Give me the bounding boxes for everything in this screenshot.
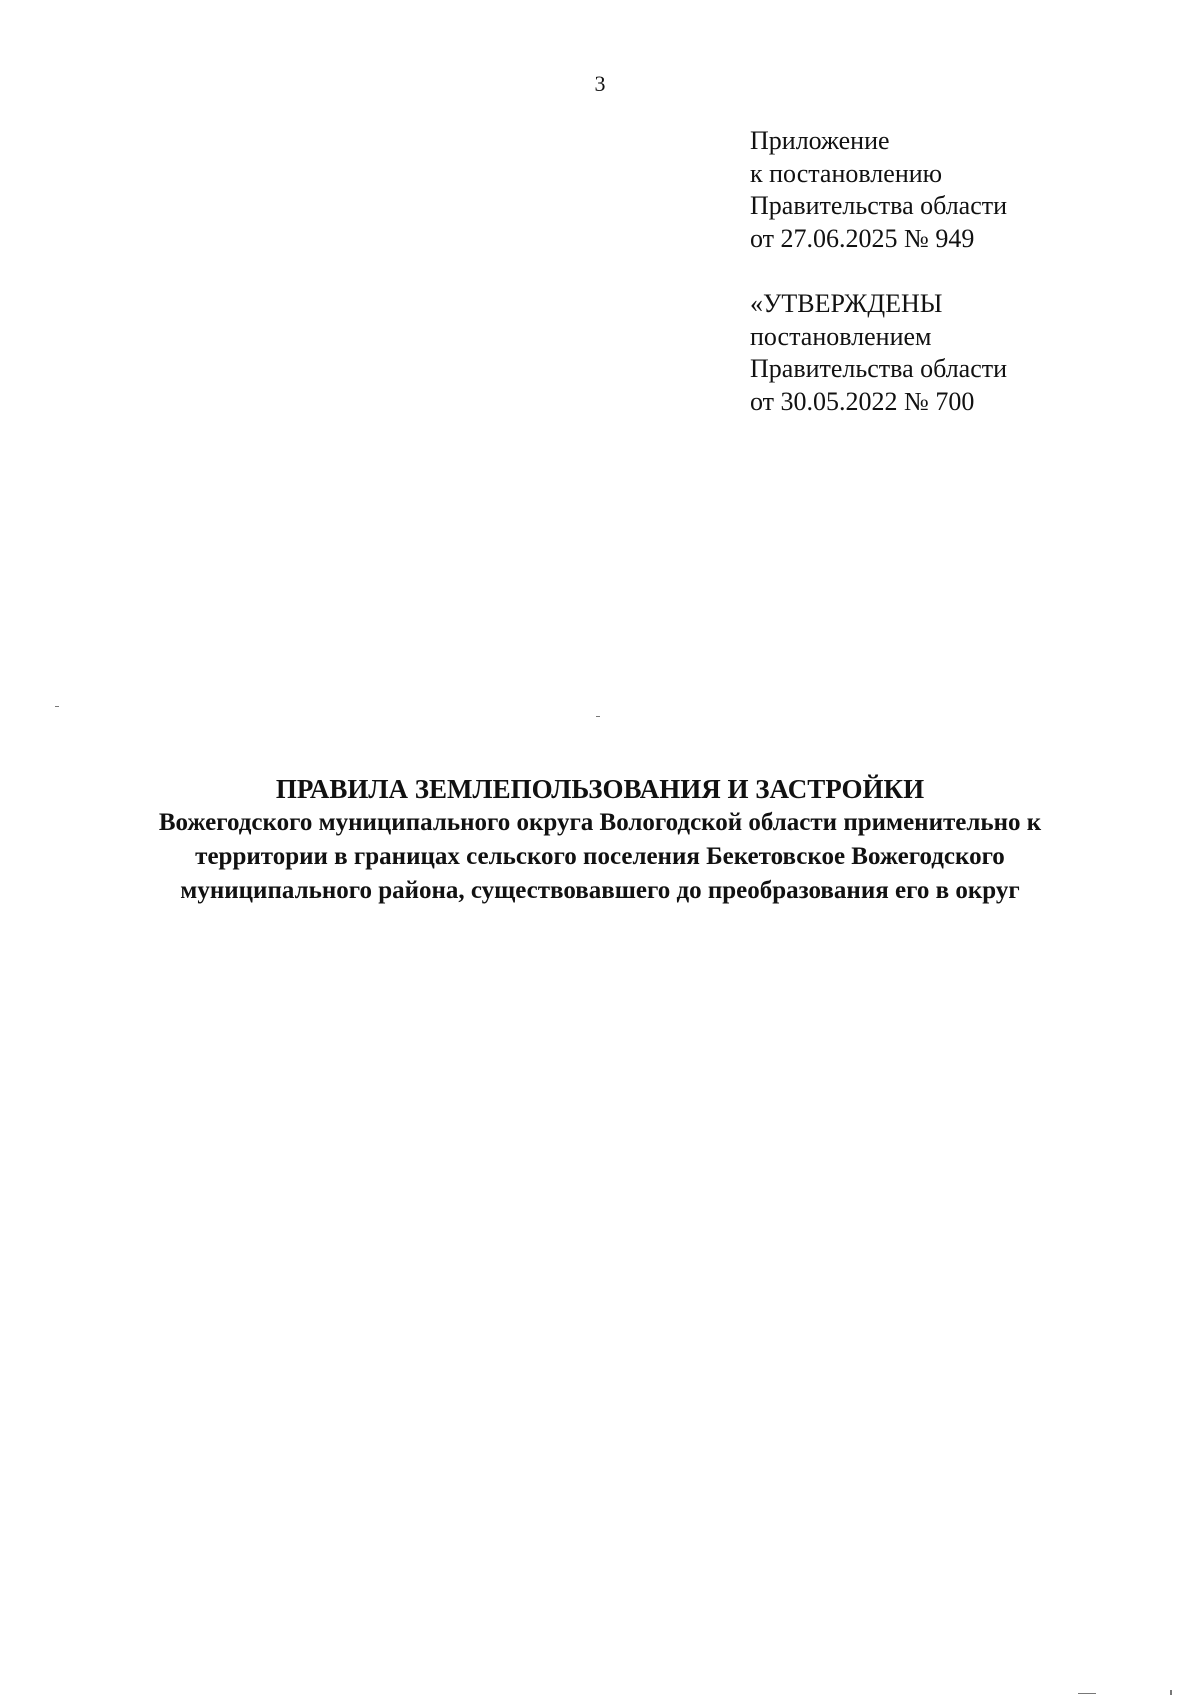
scan-artifact	[1170, 1690, 1172, 1695]
scan-artifact	[55, 706, 59, 707]
approved-line: постановлением	[750, 321, 932, 351]
scan-artifact	[1078, 1693, 1096, 1694]
appendix-line: Правительства области	[750, 191, 1008, 220]
scan-artifact	[596, 716, 600, 717]
subtitle-line: муниципального района, существовавшего до преобразования его в округ	[180, 877, 1020, 904]
appendix-date-number: от 27.06.2025 № 949	[750, 223, 975, 253]
subtitle-line: территории в границах сельского поселения Бекетовское Вожегодского	[195, 843, 1005, 870]
appendix-line: Приложение	[750, 126, 890, 155]
document-title: ПРАВИЛА ЗЕМЛЕПОЛЬЗОВАНИЯ И ЗАСТРОЙКИ	[275, 774, 925, 804]
approved-line: «УТВЕРЖДЕНЫ	[750, 289, 943, 318]
approved-line: Правительства области	[750, 354, 1008, 383]
document-title-block	[60, 772, 1140, 908]
approved-date-number: от 30.05.2022 № 700	[750, 386, 975, 416]
subtitle-line: Вожегодского муниципального округа Вологодской области применительно к	[158, 809, 1042, 836]
approved-block	[750, 288, 1007, 418]
document-subtitle	[60, 806, 1140, 908]
appendix-line: к постановлению	[750, 158, 943, 188]
appendix-block	[750, 125, 1007, 255]
page-number: 3	[594, 71, 606, 96]
